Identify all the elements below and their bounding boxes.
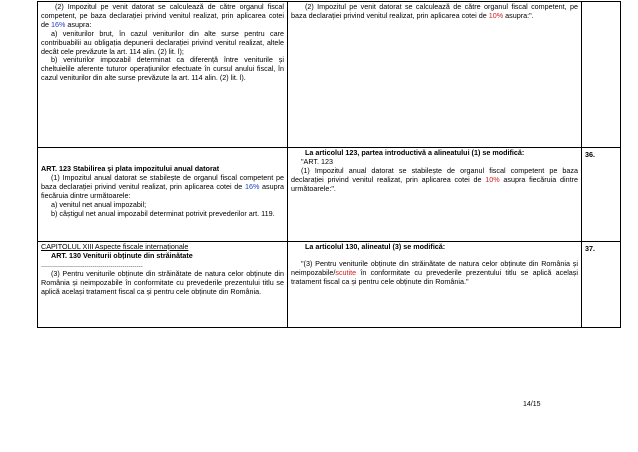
paragraph [291, 167, 578, 194]
paragraph [41, 174, 284, 201]
paragraph [291, 260, 578, 287]
text: "(3) Pentru veniturile obținute din străinătate de natura celor obținute din România și neimpozabile/ [291, 258, 578, 277]
text: asupra fiecăruia dintre următoarele:". [291, 174, 578, 193]
text: în conformitate cu prevederile prezentului titlu se aplică același tratament fiscal ca și pentru cele obținute din România." [291, 267, 578, 286]
table-row [38, 2, 621, 148]
amendment-heading: La articolul 130, alineatul (3) se modifică: [305, 242, 446, 251]
proposed-text-cell [288, 148, 582, 242]
item-number-cell: 37. [582, 242, 621, 328]
proposed-text-cell [288, 2, 582, 148]
rate-value: 16% [244, 181, 260, 191]
rate-value: 10% [488, 10, 504, 20]
article-title: ART. 130 Veniturii obținute din străinătate [51, 250, 193, 260]
current-text-cell [38, 2, 288, 148]
current-text-cell [38, 148, 288, 242]
rate-value: 10% [485, 174, 500, 184]
text: asupra:". [503, 10, 534, 20]
paragraph: b) câștigul net anual impozabil determinat potrivit prevederilor art. 119. [51, 208, 275, 218]
table-row [38, 242, 621, 328]
paragraph [41, 3, 284, 30]
item-number-cell [582, 2, 621, 148]
paragraph: a) venitul net anual impozabil; [51, 199, 147, 209]
article-title: ART. 123 Stabilirea și plata impozitului anual datorat [41, 164, 220, 173]
text: (2) Impozitul pe venit datorat se calculează de către organul fiscal competent, pe baza declarației privind venitul realizat, prin aplicarea cotei de [41, 2, 284, 29]
proposed-text-cell [288, 242, 582, 328]
text: asupra fiecăruia dintre următoarele: [41, 181, 285, 200]
ellipsis-line: ................................................... [41, 259, 143, 269]
text: (2) Impozitul pe venit datorat se calculează de către organul fiscal competent, pe baza declarației privind venitul realizat, prin aplicarea cotei de [291, 2, 578, 20]
paragraph [291, 3, 578, 21]
table-row [38, 148, 621, 242]
rate-value: 16% [51, 19, 66, 29]
current-text-cell [38, 242, 288, 328]
paragraph: "ART. 123 [301, 156, 333, 166]
paragraph: b) veniturilor impozabil determinat ca diferență între veniturile și cheltuielile aferente tuturor operațiunilor efectuate în cursul anului fiscal, în cazul veniturilor din alte surse prevăzute la art. 114 alin. (2) lit. l). [41, 55, 284, 83]
paragraph: (3) Pentru veniturile obținute din străinătate de natura celor obținute din România și neimpozabile în conformitate cu prevederile prezentului titlu se aplică același tratament fiscal ca și pentru cele obținute din România. [41, 268, 284, 296]
highlighted-word: scutite [335, 267, 357, 277]
text: asupra: [65, 19, 92, 29]
page-number: 14/15 [523, 401, 541, 408]
text: (1) Impozitul anual datorat se stabilește de organul fiscal competent pe baza declarației privind venitul realizat, prin aplicarea cotei de [41, 172, 284, 191]
paragraph: a) veniturilor brut, în cazul veniturilor din alte surse pentru care contribuabilii au obligația depunerii declarației privind venitul realizat, altele decât cele prevăzute la art. 114 alin. (2) lit. l); [41, 28, 284, 56]
text: (1) Impozitul anual datorat se stabilește de organul fiscal competent pe baza declarației privind venitul realizat, prin aplicarea cotei de [291, 165, 578, 184]
chapter-title: CAPITOLUL XIII Aspecte fiscale internaționale [41, 242, 189, 251]
item-number-cell: 36. [582, 148, 621, 242]
amendment-heading: La articolul 123, partea introductivă a alineatului (1) se modifică: [305, 148, 525, 157]
comparison-table [37, 1, 621, 328]
